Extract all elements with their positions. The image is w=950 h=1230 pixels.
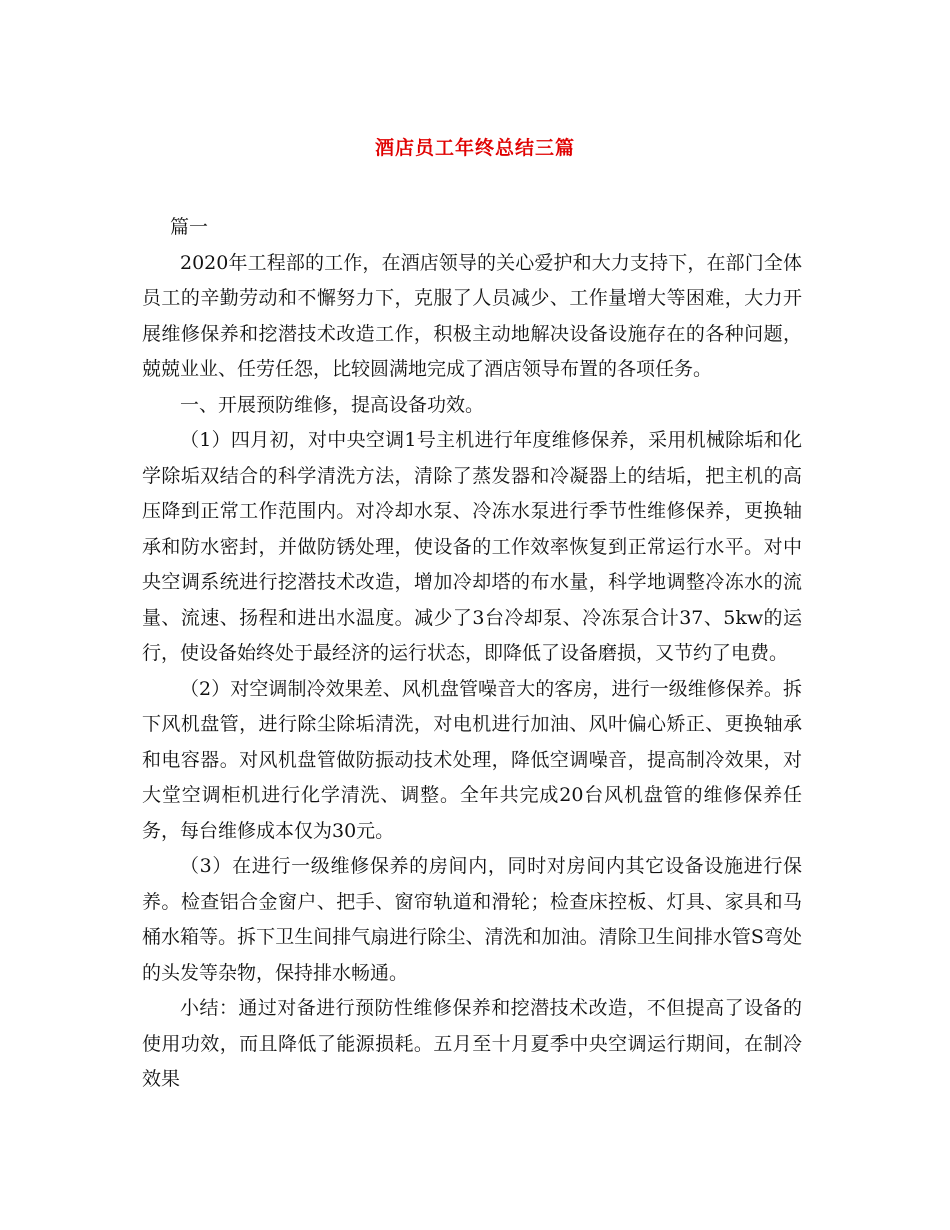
item-paragraph-2: （2）对空调制冷效果差、风机盘管噪音大的客房，进行一级维修保养。拆下风机盘管，进行除尘除垢清洗，对电机进行加油、风叶偏心矫正、更换轴承和电容器。对风机盘管做防振动技术处理，降低空调噪音，提高制冷效果，对大堂空调柜机进行化学清洗、调整。全年共完成20台风机盘管的维修保养任务，每台维修成本仅为30元。 [142,677,802,842]
item-paragraph-1: （1）四月初，对中央空调1号主机进行年度维修保养，采用机械除垢和化学除垢双结合的科学清洗方法，清除了蒸发器和冷凝器上的结垢，把主机的高压降到正常工作范围内。对冷却水泵、冷冻水泵进行季节性维修保养，更换轴承和防水密封，并做防锈处理，使设备的工作效率恢复到正常运行水平。对中央空调系统进行挖潜技术改造，增加冷却塔的布水量，科学地调整冷冻水的流量、流速、扬程和进出水温度。减少了3台冷却泵、冷冻泵合计37、5kw的运行，使设备始终处于最经济的运行状态，即降低了设备磨损，又节约了电费。 [142,429,802,664]
item-paragraph-3: （3）在进行一级维修保养的房间内，同时对房间内其它设备设施进行保养。检查铝合金窗户、把手、窗帘轨道和滑轮；检查床控板、灯具、家具和马桶水箱等。拆下卫生间排气扇进行除尘、清洗和加油。清除卫生间排水管S弯处的头发等杂物，保持排水畅通。 [142,855,802,984]
section-label: 篇一 [170,216,209,238]
summary-paragraph: 小结：通过对备进行预防性维修保养和挖潜技术改造，不但提高了设备的使用功效，而且降低了能源损耗。五月至十月夏季中央空调运行期间，在制冷效果 [142,997,802,1090]
document-title: 酒店员工年终总结三篇 [374,137,575,159]
intro-paragraph: 2020年工程部的工作，在酒店领导的关心爱护和大力支持下，在部门全体员工的辛勤劳动和不懈努力下，克服了人员减少、工作量增大等困难，大力开展维修保养和挖潜技术改造工作，积极主动地解决设备设施存在的各种问题，兢兢业业、任劳任怨，比较圆满地完成了酒店领导布置的各项任务。 [142,251,802,380]
document-body [142,210,802,1098]
section-heading: 一、开展预防维修，提高设备功效。 [180,393,485,416]
